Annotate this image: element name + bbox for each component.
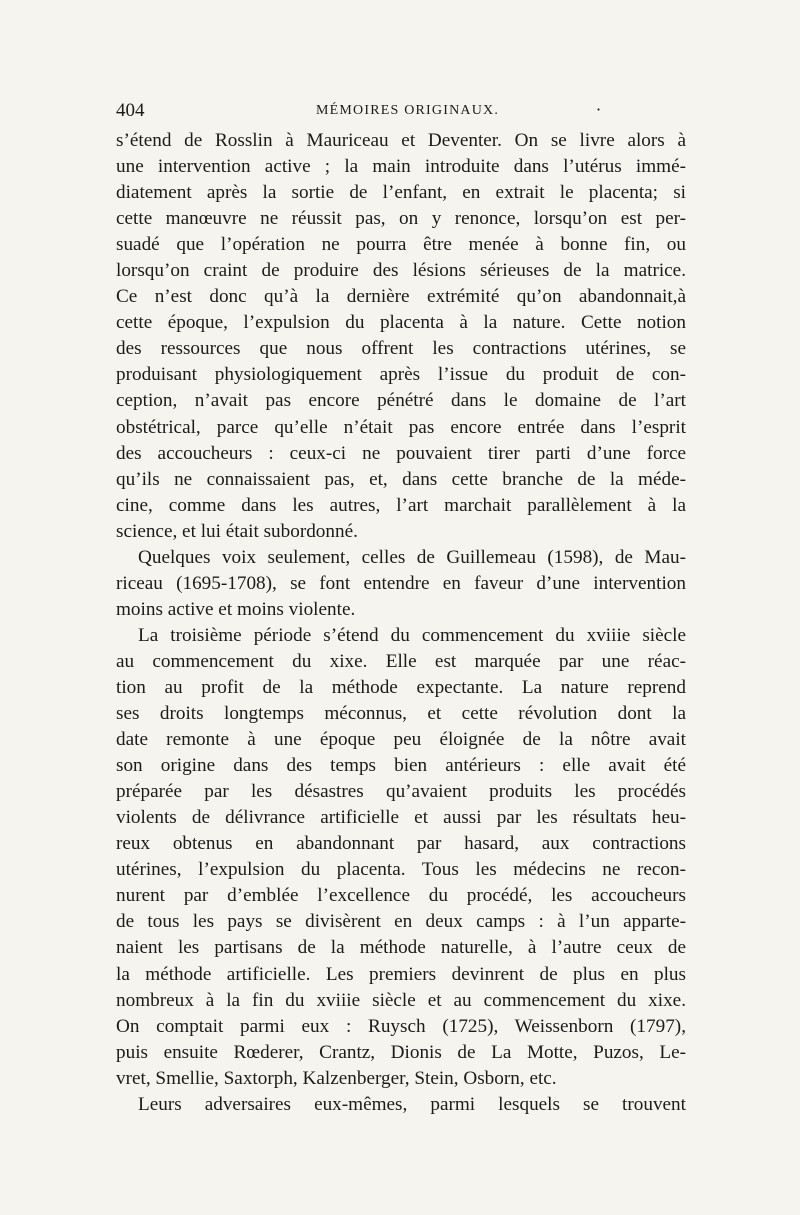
text-line: puis ensuite Rœderer, Crantz, Dionis de La Motte, Puzos, Le- (116, 1041, 686, 1063)
text-line: date remonte à une époque peu éloignée de la nôtre avait (116, 729, 686, 751)
text-line: une intervention active ; la main introduite dans l’utérus immé- (116, 156, 686, 178)
text-line: des ressources que nous offrent les contractions utérines, se (116, 338, 686, 360)
text-line: s’étend de Rosslin à Mauriceau et Deventer. On se livre alors à (116, 130, 686, 151)
header-mark: · (596, 100, 602, 119)
text-line: science, et lui était subordonné. (116, 520, 358, 542)
text-line: qu’ils ne connaissaient pas, et, dans cette branche de la méde- (116, 468, 686, 490)
text-line: Leurs adversaires eux-mêmes, parmi lesquels se trouvent (138, 1093, 686, 1115)
text-line: préparée par les désastres qu’avaient produits les procédés (116, 781, 686, 803)
text-line: reux obtenus en abandonnant par hasard, aux contractions (116, 833, 686, 855)
text-line: ses droits longtemps méconnus, et cette révolution dont la (116, 703, 686, 725)
text-line: La troisième période s’étend du commencement du xviiie siècle (138, 624, 686, 646)
text-line: vret, Smellie, Saxtorph, Kalzenberger, Stein, Osborn, etc. (116, 1067, 557, 1089)
text-line: suadé que l’opération ne pourra être menée à bonne fin, ou (116, 234, 686, 256)
text-line: moins active et moins violente. (116, 598, 356, 620)
page-number: 404 (116, 100, 145, 121)
text-line: utérines, l’expulsion du placenta. Tous les médecins ne recon- (116, 859, 686, 881)
text-line: naient les partisans de la méthode naturelle, à l’autre ceux de (116, 937, 686, 959)
text-line: lorsqu’on craint de produire des lésions sérieuses de la matrice. (116, 260, 686, 282)
text-line: de tous les pays se divisèrent en deux camps : à l’un apparte- (116, 911, 686, 933)
page-header (116, 100, 686, 126)
text-line: des accoucheurs : ceux-ci ne pouvaient tirer parti d’une force (116, 442, 686, 464)
text-line: Quelques voix seulement, celles de Guillemeau (1598), de Mau- (138, 546, 686, 568)
text-line: Ce n’est donc qu’à la dernière extrémité qu’on abandonnait,à (116, 286, 686, 308)
text-line: produisant physiologiquement après l’issue du produit de con- (116, 364, 686, 386)
text-line: cine, comme dans les autres, l’art marchait parallèlement à la (116, 494, 686, 516)
text-line: la méthode artificielle. Les premiers devinrent de plus en plus (116, 963, 686, 985)
text-line: cette manœuvre ne réussit pas, on y renonce, lorsqu’on est per- (116, 208, 686, 230)
text-line: nurent par d’emblée l’excellence du procédé, les accoucheurs (116, 885, 686, 907)
text-line: On comptait parmi eux : Ruysch (1725), Weissenborn (1797), (116, 1015, 686, 1037)
running-head: MÉMOIRES ORIGINAUX. (316, 103, 500, 118)
text-line: obstétrical, parce qu’elle n’était pas encore entrée dans l’esprit (116, 416, 686, 438)
text-line: son origine dans des temps bien antérieurs : elle avait été (116, 755, 686, 777)
text-line: riceau (1695-1708), se font entendre en faveur d’une intervention (116, 572, 686, 594)
body-text (116, 128, 686, 1118)
text-line: ception, n’avait pas encore pénétré dans le domaine de l’art (116, 390, 686, 412)
text-line: cette époque, l’expulsion du placenta à la nature. Cette notion (116, 312, 686, 334)
text-line: violents de délivrance artificielle et aussi par les résultats heu- (116, 807, 686, 829)
text-line: nombreux à la fin du xviiie siècle et au commencement du xixe. (116, 989, 686, 1011)
text-line: tion au profit de la méthode expectante. La nature reprend (116, 676, 686, 698)
text-line: diatement après la sortie de l’enfant, en extrait le placenta; si (116, 182, 686, 204)
text-line: au commencement du xixe. Elle est marquée par une réac- (116, 650, 686, 672)
